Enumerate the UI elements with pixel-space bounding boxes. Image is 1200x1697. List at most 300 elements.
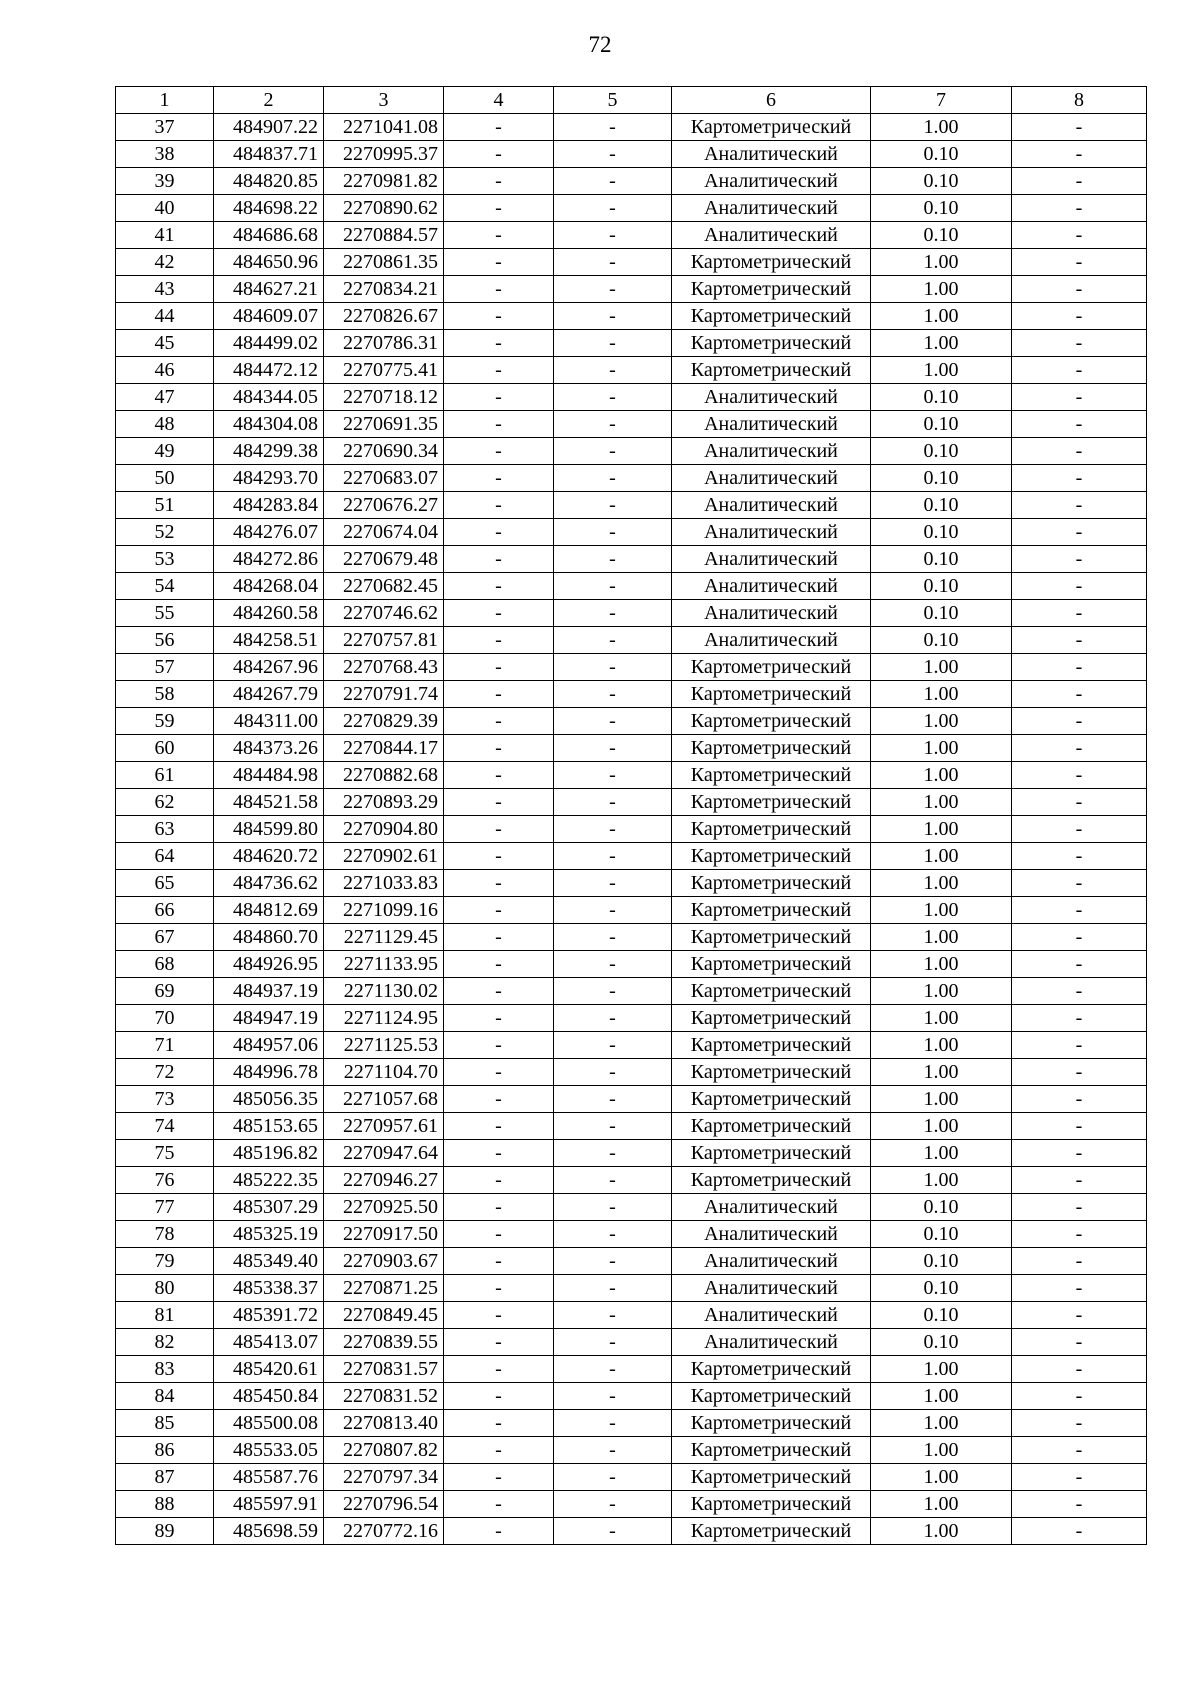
method-cell: Аналитический	[672, 222, 871, 249]
table-row	[116, 1518, 1147, 1545]
accuracy-cell: 0.10	[871, 1275, 1012, 1302]
point-number-cell: 74	[116, 1113, 214, 1140]
accuracy-cell: 0.10	[871, 573, 1012, 600]
table-row	[116, 303, 1147, 330]
table-row	[116, 951, 1147, 978]
col-4-value-cell: -	[444, 1383, 554, 1410]
col-5-value-cell: -	[554, 519, 672, 546]
x-coordinate-cell: 485056.35	[214, 1086, 324, 1113]
y-coordinate-cell: 2270844.17	[324, 735, 444, 762]
y-coordinate-cell: 2270690.34	[324, 438, 444, 465]
point-number-cell: 39	[116, 168, 214, 195]
col-4-value-cell: -	[444, 816, 554, 843]
table-row	[116, 465, 1147, 492]
col-5-value-cell: -	[554, 1086, 672, 1113]
y-coordinate-cell: 2270796.54	[324, 1491, 444, 1518]
col-8-value-cell: -	[1012, 978, 1147, 1005]
accuracy-cell: 0.10	[871, 546, 1012, 573]
point-number-cell: 70	[116, 1005, 214, 1032]
col-4-value-cell: -	[444, 330, 554, 357]
col-8-value-cell: -	[1012, 141, 1147, 168]
y-coordinate-cell: 2270757.81	[324, 627, 444, 654]
col-5-value-cell: -	[554, 735, 672, 762]
col-5-value-cell: -	[554, 1194, 672, 1221]
method-cell: Картометрический	[672, 114, 871, 141]
accuracy-cell: 0.10	[871, 465, 1012, 492]
col-5-value-cell: -	[554, 1221, 672, 1248]
col-8-value-cell: -	[1012, 492, 1147, 519]
col-5-value-cell: -	[554, 1329, 672, 1356]
column-header: 2	[214, 87, 324, 114]
y-coordinate-cell: 2271057.68	[324, 1086, 444, 1113]
col-4-value-cell: -	[444, 303, 554, 330]
col-8-value-cell: -	[1012, 843, 1147, 870]
method-cell: Картометрический	[672, 1167, 871, 1194]
col-5-value-cell: -	[554, 1059, 672, 1086]
method-cell: Картометрический	[672, 357, 871, 384]
column-header: 4	[444, 87, 554, 114]
col-5-value-cell: -	[554, 546, 672, 573]
x-coordinate-cell: 484304.08	[214, 411, 324, 438]
table-row	[116, 708, 1147, 735]
point-number-cell: 73	[116, 1086, 214, 1113]
col-5-value-cell: -	[554, 816, 672, 843]
col-4-value-cell: -	[444, 1167, 554, 1194]
accuracy-cell: 1.00	[871, 708, 1012, 735]
col-5-value-cell: -	[554, 168, 672, 195]
col-4-value-cell: -	[444, 411, 554, 438]
accuracy-cell: 1.00	[871, 276, 1012, 303]
col-4-value-cell: -	[444, 168, 554, 195]
accuracy-cell: 1.00	[871, 735, 1012, 762]
table-row	[116, 1410, 1147, 1437]
col-5-value-cell: -	[554, 708, 672, 735]
col-8-value-cell: -	[1012, 735, 1147, 762]
point-number-cell: 83	[116, 1356, 214, 1383]
table-row	[116, 330, 1147, 357]
accuracy-cell: 0.10	[871, 1302, 1012, 1329]
col-4-value-cell: -	[444, 492, 554, 519]
accuracy-cell: 1.00	[871, 1113, 1012, 1140]
x-coordinate-cell: 484686.68	[214, 222, 324, 249]
y-coordinate-cell: 2270807.82	[324, 1437, 444, 1464]
col-5-value-cell: -	[554, 276, 672, 303]
x-coordinate-cell: 484276.07	[214, 519, 324, 546]
col-4-value-cell: -	[444, 1302, 554, 1329]
x-coordinate-cell: 484521.58	[214, 789, 324, 816]
x-coordinate-cell: 484283.84	[214, 492, 324, 519]
col-8-value-cell: -	[1012, 411, 1147, 438]
col-8-value-cell: -	[1012, 357, 1147, 384]
col-8-value-cell: -	[1012, 1383, 1147, 1410]
x-coordinate-cell: 485420.61	[214, 1356, 324, 1383]
accuracy-cell: 1.00	[871, 1086, 1012, 1113]
column-header: 1	[116, 87, 214, 114]
accuracy-cell: 1.00	[871, 870, 1012, 897]
method-cell: Аналитический	[672, 600, 871, 627]
col-4-value-cell: -	[444, 681, 554, 708]
point-number-cell: 52	[116, 519, 214, 546]
point-number-cell: 76	[116, 1167, 214, 1194]
table-row	[116, 1005, 1147, 1032]
method-cell: Аналитический	[672, 1194, 871, 1221]
col-8-value-cell: -	[1012, 1437, 1147, 1464]
col-5-value-cell: -	[554, 1113, 672, 1140]
x-coordinate-cell: 484947.19	[214, 1005, 324, 1032]
x-coordinate-cell: 485338.37	[214, 1275, 324, 1302]
method-cell: Аналитический	[672, 168, 871, 195]
col-8-value-cell: -	[1012, 303, 1147, 330]
method-cell: Картометрический	[672, 1437, 871, 1464]
col-4-value-cell: -	[444, 1437, 554, 1464]
x-coordinate-cell: 484293.70	[214, 465, 324, 492]
point-number-cell: 49	[116, 438, 214, 465]
method-cell: Аналитический	[672, 1248, 871, 1275]
col-4-value-cell: -	[444, 1140, 554, 1167]
col-8-value-cell: -	[1012, 681, 1147, 708]
x-coordinate-cell: 484373.26	[214, 735, 324, 762]
y-coordinate-cell: 2270768.43	[324, 654, 444, 681]
col-5-value-cell: -	[554, 249, 672, 276]
table-row	[116, 1167, 1147, 1194]
point-number-cell: 48	[116, 411, 214, 438]
accuracy-cell: 1.00	[871, 1383, 1012, 1410]
x-coordinate-cell: 484736.62	[214, 870, 324, 897]
accuracy-cell: 1.00	[871, 1437, 1012, 1464]
col-5-value-cell: -	[554, 438, 672, 465]
y-coordinate-cell: 2270683.07	[324, 465, 444, 492]
point-number-cell: 84	[116, 1383, 214, 1410]
col-5-value-cell: -	[554, 627, 672, 654]
x-coordinate-cell: 484698.22	[214, 195, 324, 222]
table-header-row	[116, 87, 1147, 114]
point-number-cell: 61	[116, 762, 214, 789]
col-8-value-cell: -	[1012, 1221, 1147, 1248]
y-coordinate-cell: 2270904.80	[324, 816, 444, 843]
y-coordinate-cell: 2270917.50	[324, 1221, 444, 1248]
x-coordinate-cell: 484268.04	[214, 573, 324, 600]
method-cell: Картометрический	[672, 1356, 871, 1383]
col-4-value-cell: -	[444, 924, 554, 951]
method-cell: Аналитический	[672, 1329, 871, 1356]
y-coordinate-cell: 2271133.95	[324, 951, 444, 978]
accuracy-cell: 0.10	[871, 627, 1012, 654]
col-5-value-cell: -	[554, 654, 672, 681]
point-number-cell: 67	[116, 924, 214, 951]
accuracy-cell: 1.00	[871, 1518, 1012, 1545]
table-row	[116, 519, 1147, 546]
y-coordinate-cell: 2271129.45	[324, 924, 444, 951]
table-row	[116, 1221, 1147, 1248]
col-8-value-cell: -	[1012, 114, 1147, 141]
y-coordinate-cell: 2271104.70	[324, 1059, 444, 1086]
method-cell: Картометрический	[672, 330, 871, 357]
method-cell: Картометрический	[672, 1032, 871, 1059]
method-cell: Аналитический	[672, 1302, 871, 1329]
col-5-value-cell: -	[554, 789, 672, 816]
col-5-value-cell: -	[554, 1464, 672, 1491]
method-cell: Картометрический	[672, 897, 871, 924]
col-4-value-cell: -	[444, 1518, 554, 1545]
x-coordinate-cell: 485500.08	[214, 1410, 324, 1437]
point-number-cell: 66	[116, 897, 214, 924]
col-4-value-cell: -	[444, 195, 554, 222]
col-5-value-cell: -	[554, 357, 672, 384]
accuracy-cell: 0.10	[871, 1221, 1012, 1248]
method-cell: Картометрический	[672, 762, 871, 789]
method-cell: Аналитический	[672, 627, 871, 654]
accuracy-cell: 1.00	[871, 1140, 1012, 1167]
point-number-cell: 56	[116, 627, 214, 654]
col-8-value-cell: -	[1012, 1194, 1147, 1221]
y-coordinate-cell: 2270981.82	[324, 168, 444, 195]
column-header: 7	[871, 87, 1012, 114]
col-8-value-cell: -	[1012, 1491, 1147, 1518]
table-row	[116, 1086, 1147, 1113]
table-row	[116, 654, 1147, 681]
accuracy-cell: 0.10	[871, 1329, 1012, 1356]
method-cell: Картометрический	[672, 1383, 871, 1410]
col-8-value-cell: -	[1012, 1005, 1147, 1032]
col-8-value-cell: -	[1012, 546, 1147, 573]
x-coordinate-cell: 485153.65	[214, 1113, 324, 1140]
col-4-value-cell: -	[444, 141, 554, 168]
x-coordinate-cell: 484472.12	[214, 357, 324, 384]
x-coordinate-cell: 484812.69	[214, 897, 324, 924]
method-cell: Аналитический	[672, 384, 871, 411]
point-number-cell: 89	[116, 1518, 214, 1545]
accuracy-cell: 1.00	[871, 924, 1012, 951]
x-coordinate-cell: 484957.06	[214, 1032, 324, 1059]
method-cell: Картометрический	[672, 1086, 871, 1113]
method-cell: Картометрический	[672, 789, 871, 816]
accuracy-cell: 1.00	[871, 1005, 1012, 1032]
col-8-value-cell: -	[1012, 1329, 1147, 1356]
accuracy-cell: 1.00	[871, 303, 1012, 330]
accuracy-cell: 1.00	[871, 654, 1012, 681]
col-4-value-cell: -	[444, 1032, 554, 1059]
x-coordinate-cell: 484907.22	[214, 114, 324, 141]
table-row	[116, 789, 1147, 816]
table-row	[116, 546, 1147, 573]
accuracy-cell: 1.00	[871, 1059, 1012, 1086]
col-5-value-cell: -	[554, 384, 672, 411]
x-coordinate-cell: 485413.07	[214, 1329, 324, 1356]
method-cell: Аналитический	[672, 573, 871, 600]
x-coordinate-cell: 484260.58	[214, 600, 324, 627]
table-body	[116, 114, 1147, 1545]
table-row	[116, 384, 1147, 411]
y-coordinate-cell: 2271124.95	[324, 1005, 444, 1032]
col-5-value-cell: -	[554, 573, 672, 600]
accuracy-cell: 0.10	[871, 492, 1012, 519]
point-number-cell: 68	[116, 951, 214, 978]
method-cell: Картометрический	[672, 654, 871, 681]
y-coordinate-cell: 2270826.67	[324, 303, 444, 330]
col-4-value-cell: -	[444, 357, 554, 384]
point-number-cell: 59	[116, 708, 214, 735]
table-row	[116, 249, 1147, 276]
col-4-value-cell: -	[444, 276, 554, 303]
col-8-value-cell: -	[1012, 762, 1147, 789]
method-cell: Картометрический	[672, 951, 871, 978]
method-cell: Аналитический	[672, 492, 871, 519]
col-5-value-cell: -	[554, 1032, 672, 1059]
x-coordinate-cell: 484258.51	[214, 627, 324, 654]
accuracy-cell: 1.00	[871, 762, 1012, 789]
method-cell: Аналитический	[672, 546, 871, 573]
accuracy-cell: 0.10	[871, 222, 1012, 249]
table-row	[116, 681, 1147, 708]
table-row	[116, 1491, 1147, 1518]
col-4-value-cell: -	[444, 1248, 554, 1275]
method-cell: Картометрический	[672, 303, 871, 330]
x-coordinate-cell: 484937.19	[214, 978, 324, 1005]
method-cell: Картометрический	[672, 978, 871, 1005]
method-cell: Картометрический	[672, 1464, 871, 1491]
col-4-value-cell: -	[444, 789, 554, 816]
col-4-value-cell: -	[444, 708, 554, 735]
point-number-cell: 42	[116, 249, 214, 276]
x-coordinate-cell: 485307.29	[214, 1194, 324, 1221]
col-8-value-cell: -	[1012, 1167, 1147, 1194]
point-number-cell: 69	[116, 978, 214, 1005]
point-number-cell: 41	[116, 222, 214, 249]
col-5-value-cell: -	[554, 1383, 672, 1410]
accuracy-cell: 1.00	[871, 1032, 1012, 1059]
col-8-value-cell: -	[1012, 249, 1147, 276]
col-8-value-cell: -	[1012, 1275, 1147, 1302]
col-4-value-cell: -	[444, 735, 554, 762]
point-number-cell: 71	[116, 1032, 214, 1059]
accuracy-cell: 1.00	[871, 1356, 1012, 1383]
point-number-cell: 88	[116, 1491, 214, 1518]
col-4-value-cell: -	[444, 438, 554, 465]
col-8-value-cell: -	[1012, 1059, 1147, 1086]
y-coordinate-cell: 2270834.21	[324, 276, 444, 303]
coordinates-table	[115, 86, 1147, 1545]
table-row	[116, 1437, 1147, 1464]
col-4-value-cell: -	[444, 870, 554, 897]
col-5-value-cell: -	[554, 1491, 672, 1518]
col-4-value-cell: -	[444, 762, 554, 789]
col-8-value-cell: -	[1012, 168, 1147, 195]
col-4-value-cell: -	[444, 249, 554, 276]
table-row	[116, 1329, 1147, 1356]
col-4-value-cell: -	[444, 465, 554, 492]
x-coordinate-cell: 484499.02	[214, 330, 324, 357]
col-4-value-cell: -	[444, 627, 554, 654]
method-cell: Аналитический	[672, 1221, 871, 1248]
x-coordinate-cell: 484996.78	[214, 1059, 324, 1086]
table-row	[116, 1194, 1147, 1221]
col-5-value-cell: -	[554, 330, 672, 357]
accuracy-cell: 1.00	[871, 978, 1012, 1005]
y-coordinate-cell: 2270946.27	[324, 1167, 444, 1194]
x-coordinate-cell: 484267.79	[214, 681, 324, 708]
method-cell: Картометрический	[672, 816, 871, 843]
table-row	[116, 492, 1147, 519]
col-5-value-cell: -	[554, 762, 672, 789]
point-number-cell: 87	[116, 1464, 214, 1491]
table-row	[116, 222, 1147, 249]
y-coordinate-cell: 2270893.29	[324, 789, 444, 816]
col-5-value-cell: -	[554, 1005, 672, 1032]
y-coordinate-cell: 2271099.16	[324, 897, 444, 924]
point-number-cell: 86	[116, 1437, 214, 1464]
col-4-value-cell: -	[444, 1464, 554, 1491]
y-coordinate-cell: 2270674.04	[324, 519, 444, 546]
point-number-cell: 54	[116, 573, 214, 600]
col-4-value-cell: -	[444, 1491, 554, 1518]
col-4-value-cell: -	[444, 1221, 554, 1248]
table-row	[116, 1140, 1147, 1167]
col-8-value-cell: -	[1012, 1410, 1147, 1437]
col-4-value-cell: -	[444, 114, 554, 141]
col-8-value-cell: -	[1012, 384, 1147, 411]
point-number-cell: 65	[116, 870, 214, 897]
y-coordinate-cell: 2270831.57	[324, 1356, 444, 1383]
x-coordinate-cell: 484860.70	[214, 924, 324, 951]
x-coordinate-cell: 485349.40	[214, 1248, 324, 1275]
point-number-cell: 60	[116, 735, 214, 762]
y-coordinate-cell: 2270884.57	[324, 222, 444, 249]
method-cell: Картометрический	[672, 708, 871, 735]
y-coordinate-cell: 2271033.83	[324, 870, 444, 897]
col-8-value-cell: -	[1012, 1248, 1147, 1275]
method-cell: Аналитический	[672, 411, 871, 438]
col-8-value-cell: -	[1012, 1464, 1147, 1491]
col-5-value-cell: -	[554, 465, 672, 492]
accuracy-cell: 0.10	[871, 141, 1012, 168]
x-coordinate-cell: 485222.35	[214, 1167, 324, 1194]
y-coordinate-cell: 2270679.48	[324, 546, 444, 573]
y-coordinate-cell: 2271041.08	[324, 114, 444, 141]
x-coordinate-cell: 484599.80	[214, 816, 324, 843]
y-coordinate-cell: 2270786.31	[324, 330, 444, 357]
col-5-value-cell: -	[554, 843, 672, 870]
column-header: 5	[554, 87, 672, 114]
method-cell: Аналитический	[672, 141, 871, 168]
accuracy-cell: 0.10	[871, 411, 1012, 438]
col-4-value-cell: -	[444, 573, 554, 600]
point-number-cell: 77	[116, 1194, 214, 1221]
accuracy-cell: 0.10	[871, 600, 1012, 627]
y-coordinate-cell: 2270718.12	[324, 384, 444, 411]
accuracy-cell: 1.00	[871, 1464, 1012, 1491]
col-8-value-cell: -	[1012, 789, 1147, 816]
col-8-value-cell: -	[1012, 816, 1147, 843]
x-coordinate-cell: 485698.59	[214, 1518, 324, 1545]
accuracy-cell: 1.00	[871, 816, 1012, 843]
y-coordinate-cell: 2270957.61	[324, 1113, 444, 1140]
col-8-value-cell: -	[1012, 276, 1147, 303]
x-coordinate-cell: 484820.85	[214, 168, 324, 195]
col-4-value-cell: -	[444, 546, 554, 573]
table-row	[116, 735, 1147, 762]
accuracy-cell: 0.10	[871, 519, 1012, 546]
y-coordinate-cell: 2270791.74	[324, 681, 444, 708]
y-coordinate-cell: 2270839.55	[324, 1329, 444, 1356]
col-8-value-cell: -	[1012, 1356, 1147, 1383]
table-row	[116, 1464, 1147, 1491]
method-cell: Картометрический	[672, 1518, 871, 1545]
col-4-value-cell: -	[444, 843, 554, 870]
accuracy-cell: 0.10	[871, 1194, 1012, 1221]
y-coordinate-cell: 2270691.35	[324, 411, 444, 438]
point-number-cell: 78	[116, 1221, 214, 1248]
point-number-cell: 47	[116, 384, 214, 411]
